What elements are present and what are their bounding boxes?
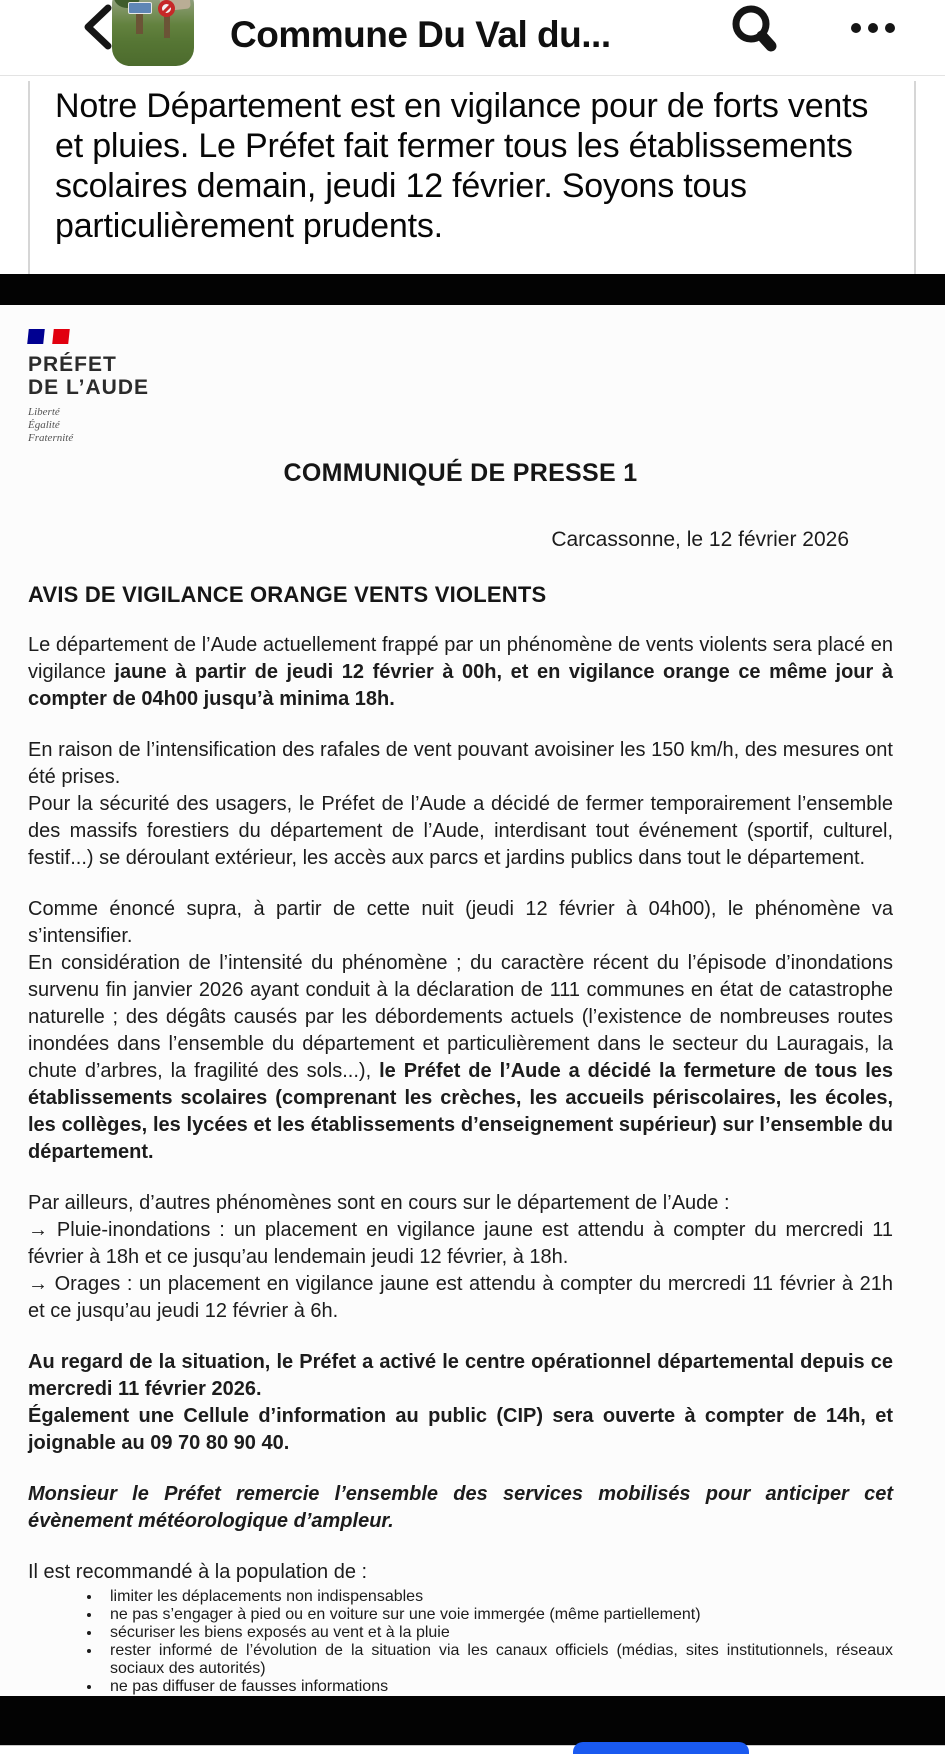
card-border-left bbox=[28, 81, 30, 274]
recommendation-item: • ne pas s’engager à pied ou en voiture sur une voie immergée (même partiellement) bbox=[102, 1606, 893, 1624]
app-header bbox=[0, 0, 945, 76]
logo-motto bbox=[28, 406, 893, 445]
document-paragraph: Comme énoncé supra, à partir de cette nuit (jeudi 12 février à 04h00), le phénomène va s’intensifier. bbox=[28, 898, 893, 947]
flag-blue-block bbox=[27, 329, 45, 344]
document-paragraph: Pour la sécurité des usagers, le Préfet de l’Aude a décidé de fermer temporairement l’ensemble des massifs forestiers du département de l’Aude, interdisant tout événement (sportif, culturel, festif...) se déroulant extérieur, les accès aux parcs et jardins publics dans tout le département. bbox=[28, 793, 893, 869]
vigilance-heading: AVIS DE VIGILANCE ORANGE VENTS VIOLENTS bbox=[28, 582, 547, 607]
search-icon[interactable] bbox=[724, 0, 786, 62]
flag-red-block bbox=[52, 329, 70, 344]
motto-egalite: Égalité bbox=[28, 419, 60, 431]
recommendation-item: • rester informé de l’évolution de la situation via les canaux officiels (médias, sites institutionnels, réseaux sociaux des autorités) bbox=[102, 1642, 893, 1678]
document-paragraph: → Orages : un placement en vigilance jaune est attendu à compter du mercredi 11 février à 21h et ce jusqu’au jeudi 12 février à 6h. bbox=[28, 1273, 893, 1322]
page-title: Commune Du Val du... bbox=[230, 14, 611, 55]
peeking-action-button[interactable] bbox=[573, 1742, 749, 1754]
motto-liberte: Liberté bbox=[28, 406, 60, 418]
document-paragraph: Au regard de la situation, le Préfet a activé le centre opérationnel départemental depuis ce mercredi 11 février 2026. bbox=[28, 1351, 893, 1400]
card-border-right bbox=[914, 81, 916, 274]
logo-name-line2: DE L’AUDE bbox=[28, 376, 150, 399]
document-paragraph: En raison de l’intensification des rafales de vent pouvant avoisiner les 150 km/h, des mesures ont été prises. bbox=[28, 739, 893, 788]
document-paragraph: Par ailleurs, d’autres phénomènes sont en cours sur le département de l’Aude : bbox=[28, 1192, 730, 1214]
bottom-bar bbox=[0, 1745, 945, 1754]
logo-name-line1: PRÉFET bbox=[28, 353, 117, 376]
photo-letterbox-bottom bbox=[0, 1696, 945, 1745]
recommendation-item: • limiter les déplacements non indispensables bbox=[102, 1588, 893, 1606]
document-paragraph: Également une Cellule d’information au public (CIP) sera ouverte à compter de 14h, et joignable au 09 70 80 90 40. bbox=[28, 1405, 893, 1454]
prefet-aude-logo bbox=[20, 329, 893, 445]
avatar-no-entry-sign bbox=[158, 0, 175, 17]
motto-fraternite: Fraternité bbox=[28, 432, 74, 444]
document-paragraph: Monsieur le Préfet remercie l’ensemble des services mobilisés pour anticiper cet évènement météorologique d’ampleur. bbox=[28, 1483, 893, 1532]
document-paragraph: En considération de l’intensité du phénomène ; du caractère récent du l’épisode d’inondations survenu fin janvier 2026 ayant conduit à la déclaration de 111 communes en état de catastrophe naturelle ; des dégâts causés par les débordements actuels (l’existence de nombreuses routes inondées dans l’ensemble du département et particulièrement dans le secteur du Lauragais, la chute d’arbres, la fragilité des sols...), le Préfet de l’Aude a décidé la fermeture de tous les établissements scolaires (comprenant les crèches, les accueils périscolaires, les écoles, les collèges, les lycées et les établissements d’enseignement supérieur) sur l’ensemble du département. bbox=[28, 952, 893, 1163]
avatar[interactable] bbox=[112, 0, 194, 66]
document-paragraph: Il est recommandé à la population de : bbox=[28, 1561, 368, 1583]
press-release-image[interactable] bbox=[0, 274, 945, 1745]
recommendation-item: • sécuriser les biens exposés au vent et à la pluie bbox=[102, 1624, 893, 1642]
more-options-icon[interactable] bbox=[838, 8, 908, 48]
post-text-section bbox=[0, 76, 945, 274]
photo-letterbox-top bbox=[0, 274, 945, 305]
document-body bbox=[28, 632, 893, 1586]
french-flag-icon bbox=[28, 329, 893, 346]
recommendation-item: • ne pas diffuser de fausses informations bbox=[102, 1678, 893, 1696]
document-paragraph: Le département de l’Aude actuellement frappé par un phénomène de vents violents sera placé en vigilance jaune à partir de jeudi 12 février à 00h, et en vigilance orange ce même jour à compter de 04h00 jusqu’à minima 18h. bbox=[28, 634, 893, 710]
avatar-blue-sign bbox=[128, 2, 152, 14]
document-paragraph: → Pluie-inondations : un placement en vigilance jaune est attendu à compter du mercredi 11 février à 18h et ce jusqu’au lendemain jeudi 12 février, à 18h. bbox=[28, 1219, 893, 1268]
dateline: Carcassonne, le 12 février 2026 bbox=[551, 528, 849, 551]
communique-title: COMMUNIQUÉ DE PRESSE 1 bbox=[283, 459, 638, 487]
press-release-document bbox=[0, 305, 945, 1696]
post-text: Notre Département est en vigilance pour de forts vents et pluies. Le Préfet fait fermer tous les établissements scolaires demain, jeudi 12 février. Soyons tous particulièrement prudents. bbox=[55, 87, 869, 245]
